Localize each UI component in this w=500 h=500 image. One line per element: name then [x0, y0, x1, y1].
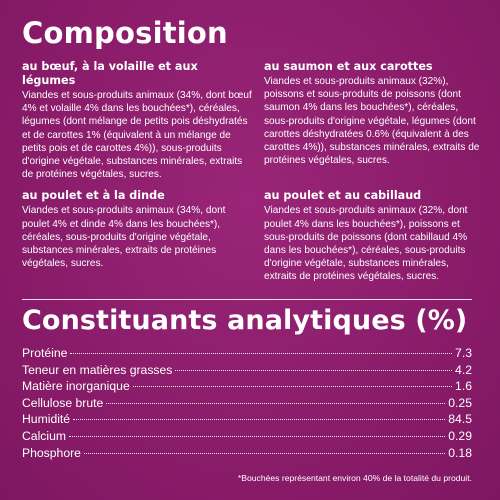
dot-leader	[106, 403, 445, 404]
table-row	[22, 429, 472, 446]
composition-grid	[22, 60, 482, 292]
composition-heading: au poulet et à la dinde	[22, 189, 165, 203]
dot-leader	[175, 370, 452, 371]
dot-leader	[69, 436, 445, 437]
composition-heading: au saumon et aux carottes	[264, 60, 433, 73]
row-label: Calcium	[22, 428, 67, 443]
table-row	[22, 379, 472, 396]
row-label: Humidité	[22, 412, 71, 427]
row-value: 1.6	[455, 379, 472, 394]
dot-leader	[73, 419, 445, 420]
composition-block-chicken-cod	[264, 189, 482, 283]
row-value: 84.5	[448, 412, 472, 427]
table-row	[22, 412, 472, 429]
dot-leader	[133, 386, 452, 387]
analytics-table	[22, 346, 472, 462]
analytics-title: Constituants analytiques (%)	[22, 305, 468, 336]
footnote: *Bouchées représentant environ 40% de la totalité du produit.	[237, 473, 472, 483]
composition-block-beef	[22, 60, 254, 181]
row-label: Matière inorganique	[22, 379, 130, 394]
table-row	[22, 446, 472, 463]
composition-text: Viandes et sous-produits animaux (34%, dont poulet 4% et dinde 4% dans les bouchées*), céréales, sous-produits d'origine végétale, substances minérales, extraits de protéines végétales, sucres.	[22, 205, 226, 270]
row-value: 0.29	[448, 428, 472, 443]
composition-text: Viandes et sous-produits animaux (34%, dont bœuf 4% et volaille 4% dans les bouchées*), céréales, légumes (dont mélange de petits pois déshydratés et de carottes 1% (équivalent à un mélange de petits pois et de carottes 4%)), sous-produits d'origine végétale, substances minérales, extraits de protéines végétales, sucres.	[22, 90, 252, 181]
composition-block-chicken-turkey	[22, 189, 254, 283]
table-row	[22, 363, 472, 380]
dot-leader	[84, 453, 445, 454]
composition-heading: au poulet et au cabillaud	[264, 189, 422, 203]
row-label: Cellulose brute	[22, 395, 104, 410]
row-value: 4.2	[455, 362, 472, 377]
row-value: 0.25	[448, 395, 472, 410]
composition-text: Viandes et sous-produits animaux (32%), poissons et sous-produits de poissons (dont saumon 4% dans les bouchées*), céréales, sous-produits d'origine végétale, légumes (dont carottes déshydratées 0.6% (équivalent à des carottes 4%)), substances minérales, extraits de protéines végétales, sucres.	[264, 76, 480, 167]
table-row	[22, 396, 472, 413]
row-value: 0.18	[448, 445, 472, 460]
row-label: Phosphore	[22, 445, 81, 460]
composition-heading: au bœuf, à la volaille et aux légumes	[22, 60, 198, 87]
composition-block-salmon	[264, 60, 482, 181]
row-value: 7.3	[455, 346, 472, 360]
row-label: Teneur en matières grasses	[22, 362, 173, 377]
row-label: Protéine	[22, 346, 68, 360]
composition-title: Composition	[22, 16, 228, 50]
table-row	[22, 346, 472, 363]
dot-leader	[70, 353, 452, 354]
section-divider	[22, 299, 472, 300]
composition-text: Viandes et sous-produits animaux (32%, dont poulet 4% dans les bouchées*), poissons et sous-produits de poissons (dont cabillaud 4% dans les bouchées*), céréales, sous-produits d'origine végétale, substances minérales, extraits de protéines végétales, sucres.	[264, 205, 468, 283]
